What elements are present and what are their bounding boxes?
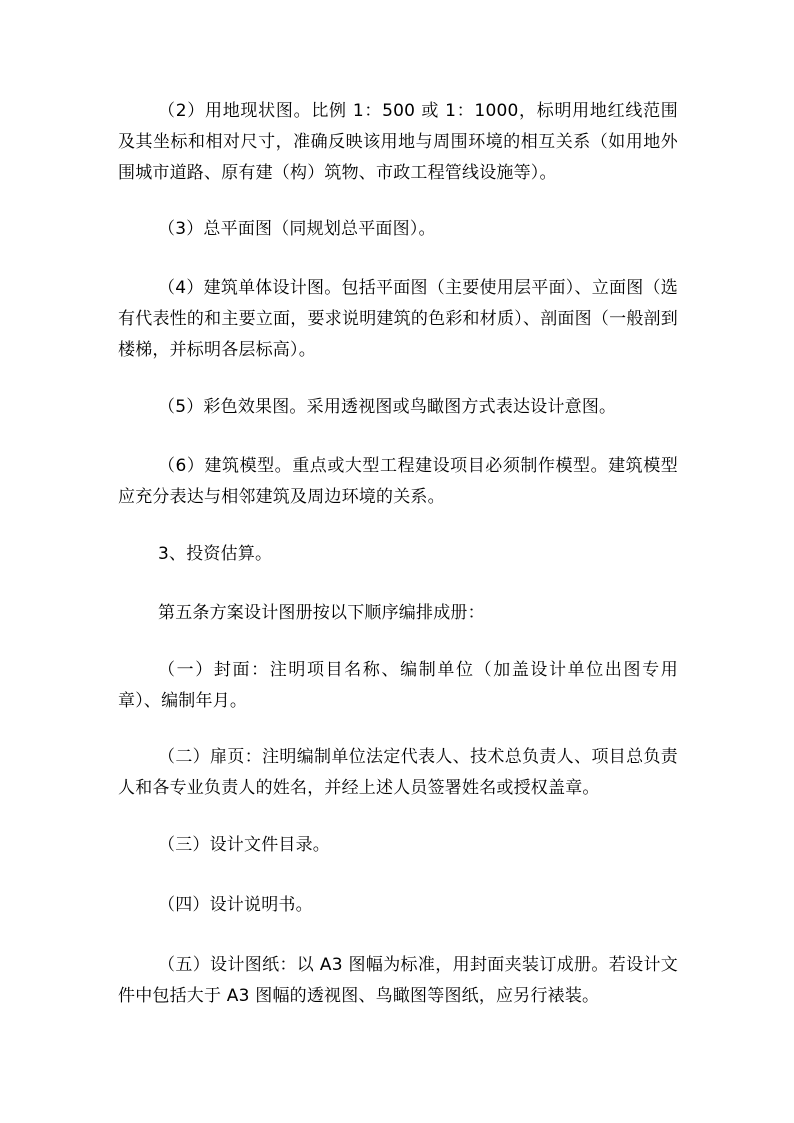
paragraph-article-five: 第五条方案设计图册按以下顺序编排成册： — [158, 603, 485, 623]
paragraph-file-index: （三）设计文件目录。 — [158, 835, 330, 855]
paragraph-cover: （一）封面：注明项目名称、编制单位（加盖设计单位出图专用章）、编制年月。 — [118, 660, 678, 711]
paragraph-building-model: （6）建筑模型。重点或大型工程建设项目必须制作模型。建筑模型应充分表达与相邻建筑及周边环境的关系。 — [118, 456, 678, 507]
paragraph-land-status-map: （2）用地现状图。比例 1：500 或 1：1000，标明用地红线范围及其坐标和相对尺寸，准确反映该用地与周围环境的相互关系（如用地外围城市道路、原有建（构）筑物、市政工程管线设施等）。 — [118, 101, 678, 183]
paragraph-design-description: （四）设计说明书。 — [158, 895, 313, 915]
paragraph-color-rendering: （5）彩色效果图。采用透视图或鸟瞰图方式表达设计意图。 — [158, 397, 617, 417]
paragraph-design-drawings: （五）设计图纸：以 A3 图幅为标准，用封面夹装订成册。若设计文件中包括大于 A3 图幅的透视图、鸟瞰图等图纸，应另行裱装。 — [118, 955, 678, 1006]
paragraph-investment-estimate: 3、投资估算。 — [158, 544, 273, 564]
paragraph-building-design: （4）建筑单体设计图。包括平面图（主要使用层平面）、立面图（选有代表性的和主要立面，要求说明建筑的色彩和材质）、剖面图（一般剖到楼梯，并标明各层标高）。 — [118, 278, 678, 360]
paragraph-site-plan: （3）总平面图（同规划总平面图）。 — [158, 219, 436, 239]
paragraph-title-page: （二）扉页：注明编制单位法定代表人、技术总负责人、项目总负责人和各专业负责人的姓名，并经上述人员签署姓名或授权盖章。 — [118, 747, 678, 798]
